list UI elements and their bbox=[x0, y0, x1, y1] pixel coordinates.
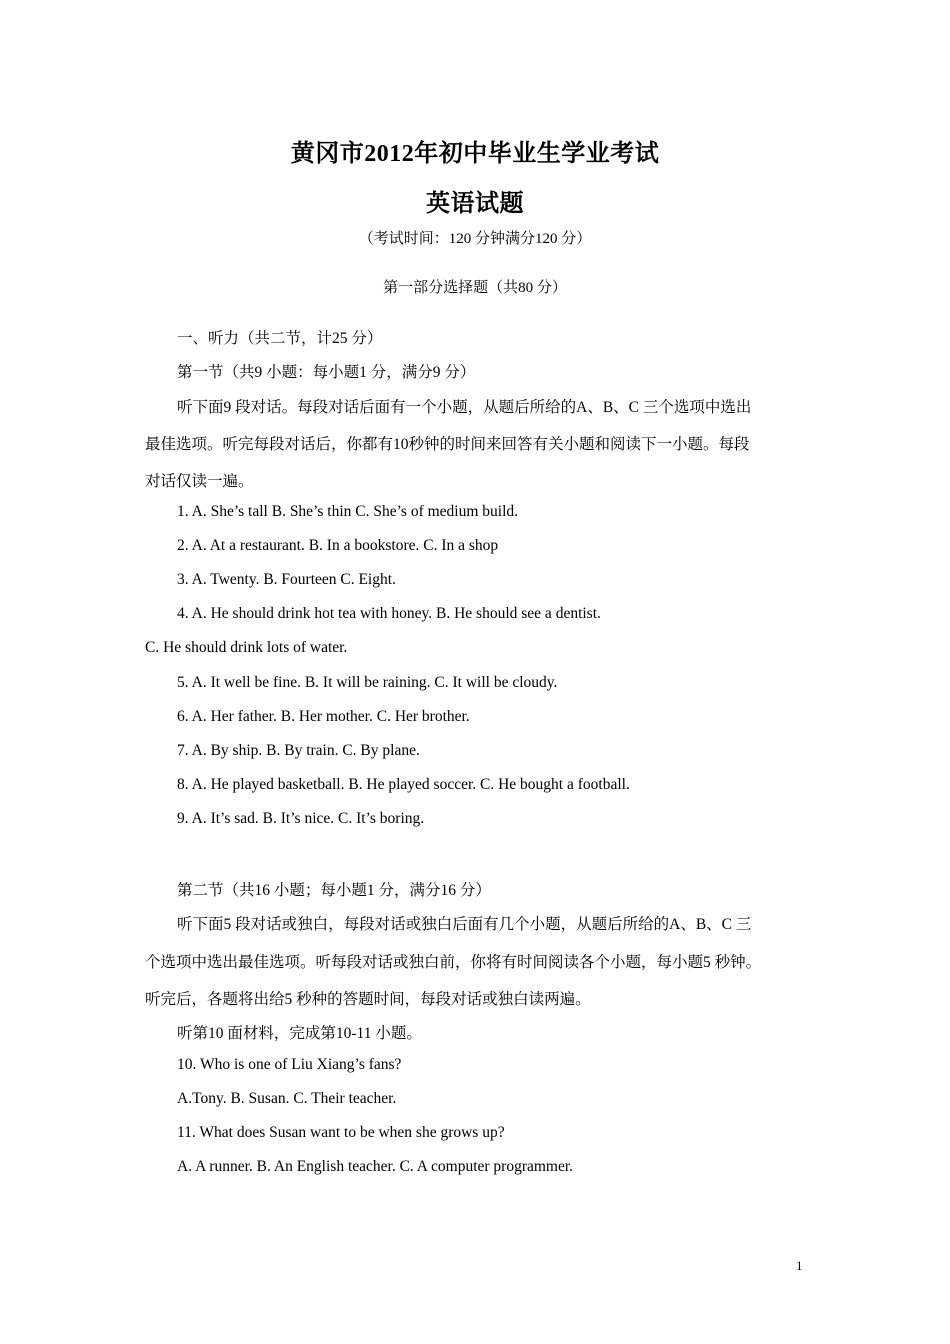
question-line: 10. Who is one of Liu Xiang’s fans? bbox=[177, 1056, 402, 1073]
section2-instruction-line: 听完后，各题将出给5 秒种的答题时间，每段对话或独白读两遍。 bbox=[145, 991, 591, 1008]
question-line: 2. A. At a restaurant. B. In a bookstore. C. In a shop bbox=[177, 537, 499, 554]
page-number: 1 bbox=[796, 1258, 803, 1273]
section2-instruction-line: 听下面5 段对话或独白，每段对话或独白后面有几个小题，从题后所给的A、B、C 三 bbox=[177, 916, 752, 933]
listening-heading: 一、听力（共二节，计25 分） bbox=[177, 330, 383, 347]
exam-title: 黄冈市2012年初中毕业生学业考试 bbox=[290, 141, 660, 167]
question-line: 9. A. It’s sad. B. It’s nice. C. It’s boring. bbox=[177, 810, 425, 827]
question-line: 3. A. Twenty. B. Fourteen C. Eight. bbox=[177, 571, 396, 588]
subject-title: 英语试题 bbox=[426, 191, 524, 217]
section1-instruction-line: 听下面9 段对话。每段对话后面有一个小题，从题后所给的A、B、C 三个选项中选出 bbox=[177, 399, 752, 416]
section1-instruction-line: 最佳选项。听完每段对话后，你都有10秒钟的时间来回答有关小题和阅读下一小题。每段 bbox=[145, 436, 750, 453]
section2-heading: 第二节（共16 小题；每小题1 分，满分16 分） bbox=[177, 882, 491, 899]
question-line: 8. A. He played basketball. B. He played soccer. C. He bought a football. bbox=[177, 776, 630, 793]
exam-info: （考试时间：120 分钟满分120 分） bbox=[358, 231, 592, 247]
section2-instruction-line: 个选项中选出最佳选项。听每段对话或独白前，你将有时间阅读各个小题，每小题5 秒钟。 bbox=[145, 954, 762, 971]
question-line: C. He should drink lots of water. bbox=[145, 639, 348, 656]
section1-instruction-line: 对话仅读一遍。 bbox=[145, 473, 254, 490]
section1-heading: 第一节（共9 小题：每小题1 分，满分9 分） bbox=[177, 364, 476, 381]
question-line: A. A runner. B. An English teacher. C. A computer programmer. bbox=[177, 1158, 574, 1175]
question-line: 4. A. He should drink hot tea with honey. B. He should see a dentist. bbox=[177, 605, 601, 622]
question-line: 5. A. It well be fine. B. It will be raining. C. It will be cloudy. bbox=[177, 674, 558, 691]
question-line: 6. A. Her father. B. Her mother. C. Her brother. bbox=[177, 708, 470, 725]
question-line: 7. A. By ship. B. By train. C. By plane. bbox=[177, 742, 420, 759]
material-note: 听第10 面材料，完成第10-11 小题。 bbox=[177, 1025, 422, 1042]
question-line: 1. A. She’s tall B. She’s thin C. She’s of medium build. bbox=[177, 503, 519, 520]
question-line: A.Tony. B. Susan. C. Their teacher. bbox=[177, 1090, 397, 1107]
part-one-heading: 第一部分选择题（共80 分） bbox=[383, 280, 567, 296]
question-line: 11. What does Susan want to be when she grows up? bbox=[177, 1124, 505, 1141]
